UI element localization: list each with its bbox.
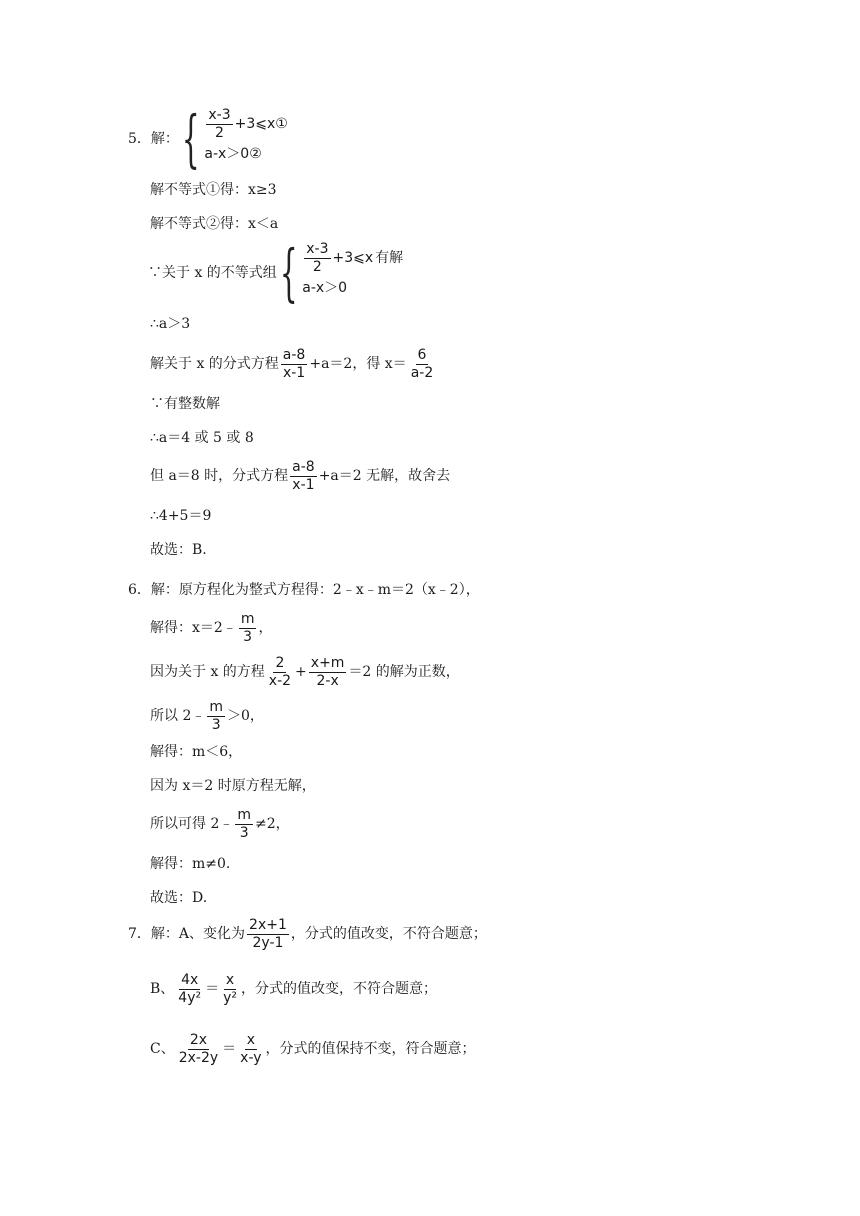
- fraction: $\frac{x-3}{2}$: [306, 240, 329, 275]
- p7-line: 7．解：A、变化为 $\frac{2x+1}{2y-1}$ ，分式的值改变，不符合题意；: [128, 916, 487, 951]
- fraction: $\frac{6}{a-2}$: [410, 346, 434, 381]
- p6-line: 所以可得 2﹣ $\frac{m}{3}$ ≠2，: [150, 806, 290, 841]
- p5-system-line: ∵关于 x 的不等式组 { $\frac{x-3}{2}$ +3⩽x 有解 a-x＞0: [148, 236, 404, 309]
- p5-line: ∵有整数解: [150, 396, 220, 412]
- fraction: $\frac{m}{3}$: [209, 698, 223, 733]
- p5-header: [128, 102, 288, 175]
- p6-line: 故选：D.: [150, 890, 208, 906]
- fraction: $\frac{x}{\text{y²}}$: [223, 971, 238, 1006]
- p7-line: B、 $\frac{4x}{\text{4y²}}$ ＝ $\frac{x}{\text{y²}}$ ，分式的值改变，不符合题意；: [150, 971, 438, 1006]
- p5-number: 5．解：: [128, 131, 179, 147]
- p7-line: C、 $\frac{2x}{2x-2y}$ ＝ $\frac{x}{x-y}$ ，分式的值保持不变，符合题意；: [150, 1031, 476, 1066]
- brace: {: [279, 236, 298, 309]
- fraction: $\frac{2x}{2x-2y}$: [178, 1031, 219, 1066]
- p6-line: 解得：m≠0.: [150, 856, 231, 872]
- p5-line: 故选：B.: [150, 542, 207, 558]
- p6-line: 6．解：原方程化为整式方程得：2﹣x﹣m＝2（x﹣2），: [128, 582, 480, 598]
- p6-line: 所以 2﹣ $\frac{m}{3}$ ＞0，: [150, 698, 264, 733]
- p5-line: ∴4+5＝9: [150, 508, 212, 524]
- p5-line: 解不等式①得：x≥3: [150, 182, 277, 198]
- fraction: $\frac{x-3}{2}$: [208, 106, 231, 141]
- p5-line: 解不等式②得：x＜a: [150, 216, 279, 232]
- fraction: $\frac{x}{x-y}$: [240, 1031, 262, 1066]
- fraction: $\frac{m}{3}$: [237, 806, 251, 841]
- p6-line: 解得：m＜6，: [150, 744, 243, 760]
- p6-line: 解得：x＝2﹣ $\frac{m}{3}$ ，: [150, 610, 273, 645]
- inequality-system-1: $\frac{x-3}{2}$ +3⩽x① a-x＞0②: [204, 106, 288, 162]
- fraction: $\frac{2x+1}{2y-1}$: [249, 916, 287, 951]
- fraction: $\frac{m}{3}$: [240, 610, 255, 645]
- fraction: $\frac{4x}{\text{4y²}}$: [178, 971, 202, 1006]
- p6-line: 因为 x＝2 时原方程无解，: [150, 778, 316, 794]
- p5-line: 但 a＝8 时，分式方程 $\frac{a-8}{x-1}$ +a＝2 无解，故舍去: [150, 458, 451, 493]
- p5-line: ∴a＞3: [150, 316, 191, 332]
- p5-line: 解关于 x 的分式方程 $\frac{a-8}{x-1}$ +a＝2，得 x＝ $\frac{6}{a-2}$: [150, 346, 434, 381]
- fraction: $\frac{x+m}{2-x}$: [310, 654, 345, 689]
- p6-line: 因为关于 x 的方程 $\frac{2}{x-2}$ + $\frac{x+m}{2-x}$ ＝2 的解为正数，: [150, 654, 460, 689]
- fraction: $\frac{a-8}{x-1}$: [282, 346, 306, 381]
- fraction: $\frac{a-8}{x-1}$: [292, 458, 315, 493]
- fraction: $\frac{2}{x-2}$: [268, 654, 292, 689]
- brace: {: [181, 102, 200, 175]
- inequality-system-2: $\frac{x-3}{2}$ +3⩽x 有解 a-x＞0: [302, 240, 404, 296]
- p5-line: ∴a＝4 或 5 或 8: [150, 430, 254, 446]
